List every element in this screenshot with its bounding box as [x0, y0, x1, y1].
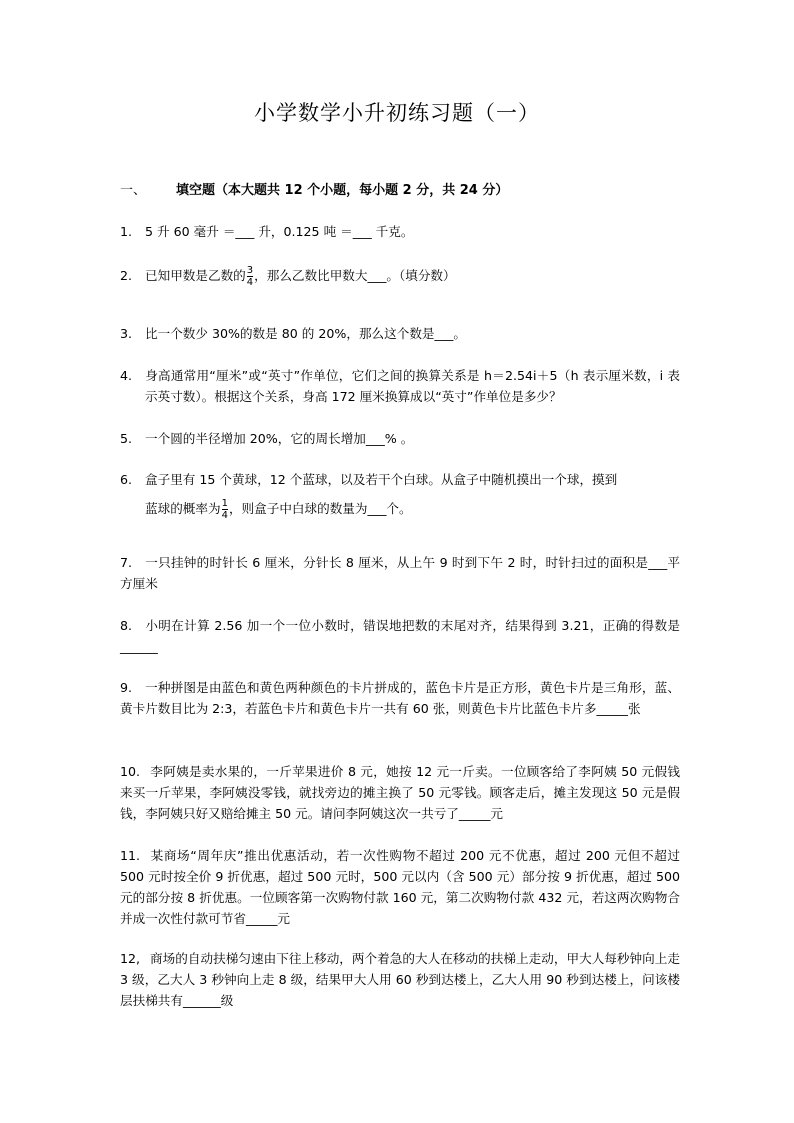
- question-number: 4.: [120, 368, 133, 383]
- question-number: 8.: [120, 618, 133, 633]
- question-number: 5.: [120, 431, 133, 446]
- question-6: [120, 469, 680, 521]
- question-text: 商场的自动扶梯匀速由下往上移动，两个着急的大人在移动的扶梯上走动，甲大人每秒钟向上走 3 级，乙大人 3 秒钟向上走 8 级，结果甲大人用 60 秒到达楼上，乙大人用 90 秒到达楼上，问该楼层扶梯共有______级: [120, 951, 680, 1008]
- question-number: 9.: [120, 680, 133, 695]
- question-number: 11.: [120, 848, 141, 863]
- question-8: [120, 615, 680, 657]
- question-1: [120, 221, 680, 242]
- question-text: 一只挂钟的时针长 6 厘米，分针长 8 厘米，从上午 9 时到下午 2 时，时针扫过的面积是___平方厘米: [120, 555, 680, 591]
- question-number: 12,: [120, 951, 141, 966]
- question-text-before: 蓝球的概率为: [145, 501, 221, 516]
- question-text: 某商场“周年庆”推出优惠活动，若一次性购物不超过 200 元不优惠，超过 200 元但不超过 500 元时按全价 9 折优惠，超过 500 元时，500 元以内（含 500 元）部分按 9 折优惠，超过 500 元的部分按 8 折优惠。一位顾客第一次购物付款 160 元，第二次购物付款 432 元，若这两次购物合并成一次性付款可节省_____元: [120, 848, 680, 926]
- question-text: 一个圆的半径增加 20%，它的周长增加___% 。: [145, 431, 414, 446]
- question-number: 10.: [120, 764, 141, 779]
- question-2: [120, 265, 680, 288]
- question-line-1: [120, 469, 680, 490]
- question-11: [120, 845, 680, 929]
- question-text-after: ，那么乙数比甲数大___。（填分数）: [254, 268, 456, 283]
- question-3: [120, 323, 680, 344]
- question-text: 身高通常用“厘米”或“英寸”作单位，它们之间的换算关系是 h＝2.54i＋5（h 表示厘米数，i 表示英寸数）。根据这个关系，身高 172 厘米换算成以“英寸”作单位是多少？: [145, 368, 680, 404]
- page-title: 小学数学小升初练习题（一）: [254, 101, 540, 125]
- question-5: [120, 428, 680, 449]
- question-text: 比一个数少 30%的数是 80 的 20%，那么这个数是___。: [145, 326, 467, 341]
- question-number: 7.: [120, 555, 133, 570]
- question-number: 3.: [120, 326, 133, 341]
- section-heading: [120, 179, 508, 198]
- fraction-denominator: 4: [221, 510, 228, 521]
- fraction: [222, 498, 228, 521]
- fraction-numerator: 3: [246, 265, 254, 276]
- question-text: 小明在计算 2.56 加一个一位小数时，错误地把数的末尾对齐，结果得到 3.21，正确的得数是______: [120, 618, 680, 654]
- fraction-numerator: 1: [221, 498, 228, 509]
- question-text: 一种拼图是由蓝色和黄色两种颜色的卡片拼成的，蓝色卡片是正方形，黄色卡片是三角形，蓝、黄卡片数目比为 2:3，若蓝色卡片和黄色卡片一共有 60 张，则黄色卡片比蓝色卡片多_____张: [120, 680, 680, 716]
- question-text-line1: 盒子里有 15 个黄球，12 个蓝球，以及若干个白球。从盒子中随机摸出一个球，摸到: [145, 472, 618, 487]
- question-number: 2.: [120, 268, 133, 283]
- question-text: 李阿姨是卖水果的，一斤苹果进价 8 元，她按 12 元一斤卖。一位顾客给了李阿姨 50 元假钱来买一斤苹果，李阿姨没零钱，就找旁边的摊主换了 50 元零钱。顾客走后，摊主发现这 50 元是假钱，李阿姨只好又赔给摊主 50 元。请问李阿姨这次一共亏了_____元: [120, 764, 680, 821]
- question-number: 1.: [120, 224, 133, 239]
- section-number: 一、: [120, 183, 147, 198]
- question-7: [120, 552, 680, 594]
- question-text-before: 已知甲数是乙数的: [145, 268, 246, 283]
- question-12: [120, 948, 680, 1011]
- fraction: [247, 265, 253, 288]
- question-text-after: ，则盒子中白球的数量为___个。: [228, 501, 412, 516]
- question-line-2: [145, 498, 680, 521]
- question-9: [120, 677, 680, 719]
- fraction-denominator: 4: [246, 277, 254, 288]
- question-text: 5 升 60 毫升 ＝___ 升，0.125 吨 ＝___ 千克。: [145, 224, 414, 239]
- question-10: [120, 761, 680, 824]
- question-4: [120, 365, 680, 407]
- section-text: 填空题（本大题共 12 个小题，每小题 2 分，共 24 分）: [176, 183, 509, 198]
- question-number: 6.: [120, 472, 133, 487]
